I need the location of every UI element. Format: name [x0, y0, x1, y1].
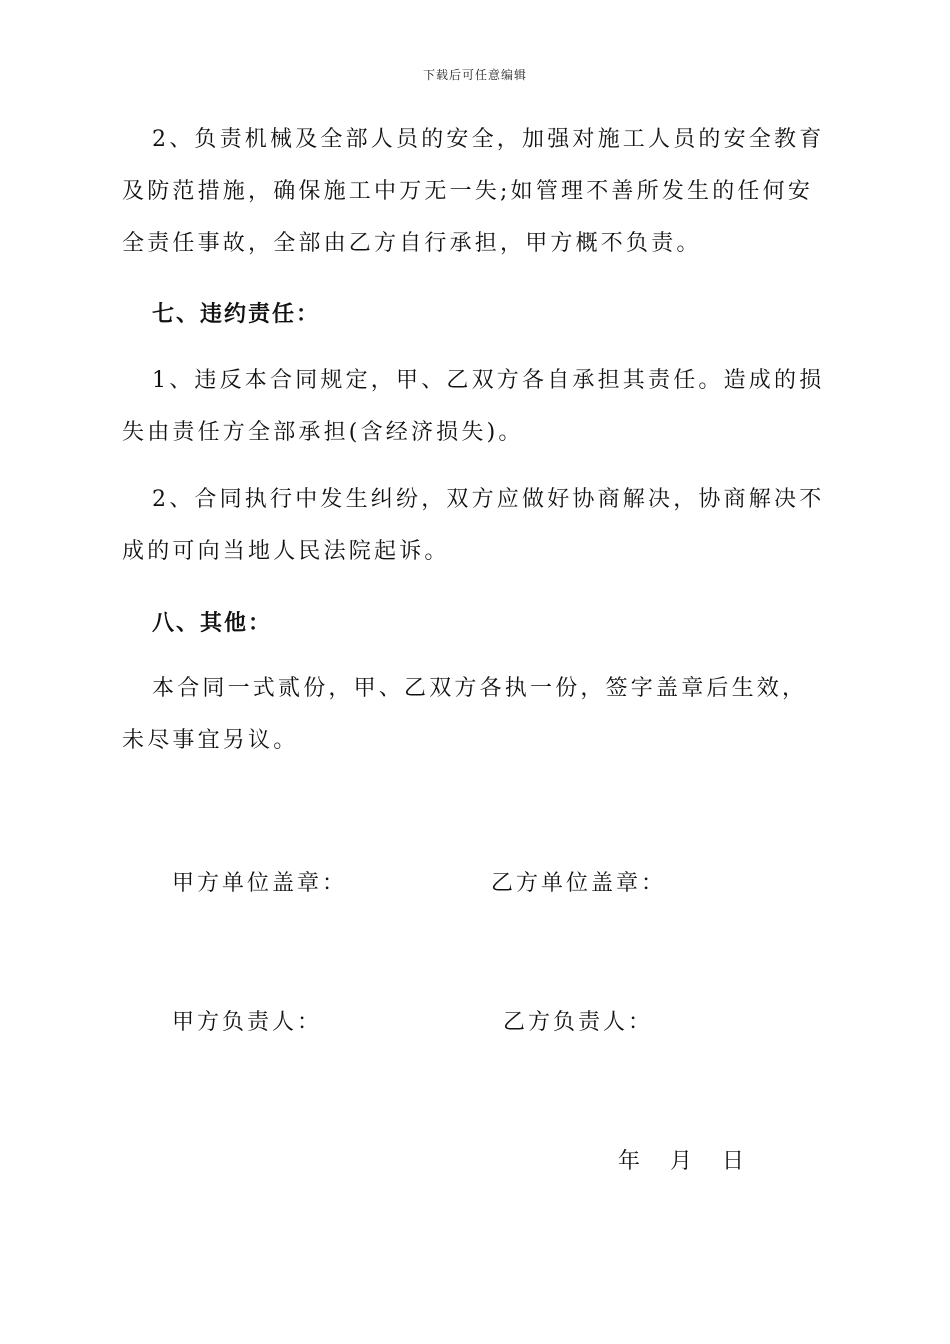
date-month-label: 月: [670, 1149, 693, 1174]
party-b-rep-label: 乙方负责人：: [503, 1010, 654, 1035]
party-a-rep-label: 甲方负责人：: [172, 1010, 323, 1035]
date-day-label: 日: [722, 1149, 745, 1174]
date-line: [618, 1144, 744, 1175]
party-a-seal-label: 甲方单位盖章：: [172, 871, 348, 896]
heading-breach: 七、违约责任：: [152, 302, 321, 327]
paragraph-breach-2: 2、合同执行中发生纠纷，双方应做好协商解决，协商解决不成的可向当地人民法院起诉。: [122, 487, 825, 564]
paragraph-other: 本合同一式贰份，甲、乙双方各执一份，签字盖章后生效，未尽事宜另议。: [122, 676, 808, 753]
paragraph-breach-1: 1、违反本合同规定，甲、乙双方各自承担其责任。造成的损失由责任方全部承担(含经济损失)。: [122, 368, 825, 445]
party-b-seal-label: 乙方单位盖章：: [491, 871, 667, 896]
header-note: 下载后可任意编辑: [422, 68, 527, 82]
heading-other: 八、其他：: [152, 611, 273, 636]
date-year-label: 年: [618, 1149, 641, 1174]
paragraph-safety: 2、负责机械及全部人员的安全，加强对施工人员的安全教育及防范措施，确保施工中万无一失;如管理不善所发生的任何安全责任事故，全部由乙方自行承担，甲方概不负责。: [122, 127, 825, 256]
